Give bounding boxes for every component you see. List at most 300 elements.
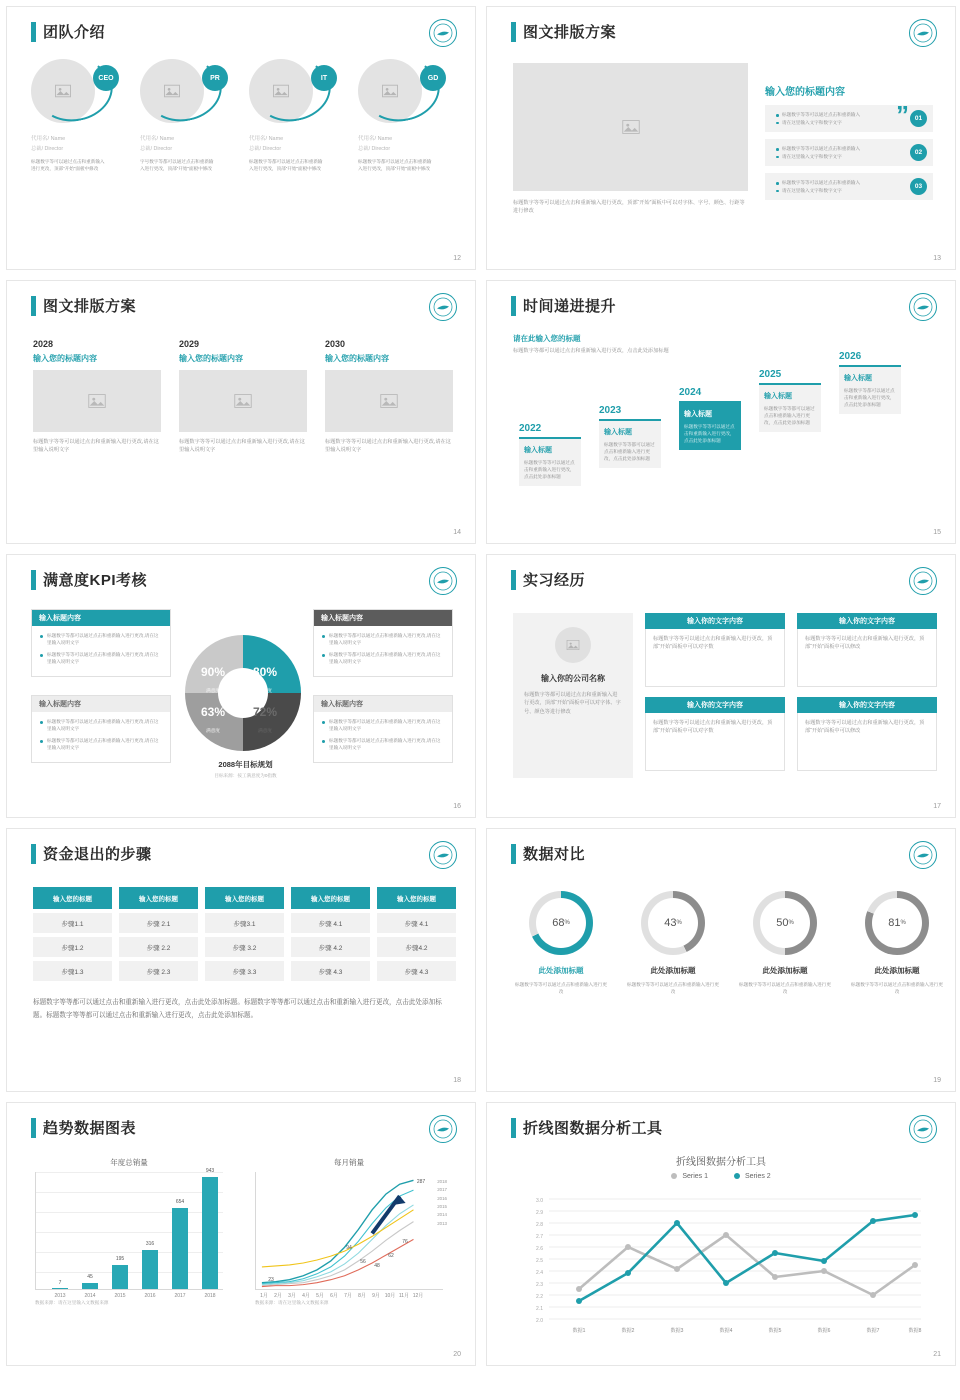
team-member bbox=[249, 59, 345, 172]
page-title bbox=[31, 21, 105, 42]
slide-kpi-satisfaction bbox=[6, 554, 476, 818]
x-tick: 9月 bbox=[372, 1293, 380, 1299]
point-label: 94 bbox=[346, 1245, 352, 1251]
member-role bbox=[31, 144, 127, 152]
member-name-text: 代用名 bbox=[249, 136, 266, 142]
x-tick: 数据2 bbox=[621, 1328, 635, 1334]
legend-entry: 2014 bbox=[437, 1212, 447, 1218]
kpi-line: 标题数字等都可以通过点击和重新输入进行更改,请在这里输入说明文字 bbox=[322, 737, 444, 751]
slide-data-comparison bbox=[486, 828, 956, 1092]
brand-logo-icon bbox=[429, 1115, 457, 1143]
member-name-en: / Name bbox=[47, 136, 66, 142]
ring-desc: 标题数字等等可以通过点击和重新输入进行更改 bbox=[515, 982, 607, 995]
x-tick: 4月 bbox=[302, 1293, 310, 1299]
title-text: 满意度KPI考核 bbox=[43, 572, 148, 589]
member-role-text: 总裁 bbox=[249, 146, 260, 152]
member-role-en: / Director bbox=[150, 146, 173, 152]
x-tick: 11月 bbox=[398, 1293, 410, 1299]
timeline-heading: 输入标题 bbox=[844, 375, 872, 382]
brand-logo-icon bbox=[909, 293, 937, 321]
team-member bbox=[358, 59, 454, 172]
page-title bbox=[31, 843, 152, 864]
brand-logo-icon bbox=[909, 19, 937, 47]
list-line: 标题数字等等可以通过点击和重新输入 bbox=[776, 111, 910, 118]
experience-item bbox=[645, 697, 785, 771]
member-name bbox=[358, 132, 454, 142]
bar bbox=[172, 1208, 188, 1289]
timeline-card bbox=[599, 421, 661, 468]
intro-heading: 请在此输入您的标题 bbox=[513, 334, 581, 343]
legend-entry-series1 bbox=[671, 1173, 708, 1180]
company-card bbox=[513, 613, 633, 778]
x-tick: 2013 bbox=[54, 1293, 66, 1299]
x-axis-labels bbox=[521, 1327, 925, 1339]
member-role-text: 总裁 bbox=[140, 146, 151, 152]
experience-text: 标题数字等等可以通过点击和重新输入进行更改，顶部“开始”面板中可以修改 bbox=[797, 713, 937, 771]
page-number: 21 bbox=[933, 1351, 941, 1358]
page-number: 12 bbox=[453, 255, 461, 262]
member-role-en: / Director bbox=[41, 146, 64, 152]
title-accent-bar bbox=[31, 570, 36, 590]
timeline-year: 2025 bbox=[759, 369, 782, 380]
bar-value: 45 bbox=[87, 1274, 93, 1280]
title-accent-bar bbox=[31, 844, 36, 864]
step-header: 输入您的标题 bbox=[291, 887, 370, 909]
ring-chart-list bbox=[513, 891, 945, 995]
svg-text:2.1: 2.1 bbox=[536, 1306, 543, 1312]
kpi-box bbox=[313, 609, 453, 677]
page-title bbox=[31, 1117, 136, 1138]
page-title bbox=[511, 21, 616, 42]
legend-entry: 2018 bbox=[437, 1179, 447, 1184]
x-tick: 数据5 bbox=[768, 1328, 782, 1334]
chart-source: 数据来源：请在这里输入文数据来源 bbox=[255, 1300, 329, 1305]
line-plot-area bbox=[521, 1195, 925, 1334]
kpi-line: 标题数字等都可以通过点击和重新输入进行更改,请在这里输入说明文字 bbox=[322, 718, 444, 732]
x-tick: 8月 bbox=[358, 1293, 366, 1299]
title-accent-bar bbox=[31, 1118, 36, 1138]
intro-block bbox=[513, 333, 673, 355]
svg-text:2.4: 2.4 bbox=[536, 1270, 543, 1276]
step-cell: 步骤 4.1 bbox=[377, 913, 456, 933]
donut-caption: 满意度 bbox=[206, 728, 220, 733]
slide-image-text-layout bbox=[486, 6, 956, 270]
slide-timeline bbox=[486, 280, 956, 544]
x-tick: 数据6 bbox=[817, 1328, 831, 1334]
ring-item bbox=[849, 891, 945, 995]
company-heading: 输入你的公司名称 bbox=[541, 674, 605, 683]
legend-label: Series 2 bbox=[745, 1173, 771, 1180]
legend-entry: 2013 bbox=[437, 1220, 447, 1226]
item-number: 03 bbox=[910, 178, 927, 195]
svg-text:2.8: 2.8 bbox=[536, 1222, 543, 1228]
slide-team-intro bbox=[6, 6, 476, 270]
item-number: 01 bbox=[910, 110, 927, 127]
title-text: 图文排版方案 bbox=[523, 24, 617, 41]
point-label: 23 bbox=[268, 1277, 274, 1283]
donut-value: 63% bbox=[201, 705, 226, 719]
list-line: 标题数字等等可以通过点击和重新输入 bbox=[776, 145, 910, 152]
column-caption: 标题数字等等可以通过点击和重新输入进行更改,请在这里输入说明文字 bbox=[33, 439, 159, 454]
item-number: 02 bbox=[910, 144, 927, 161]
kpi-box-body bbox=[314, 626, 452, 665]
intro-text: 标题数字等都可以通过点击和重新输入进行更改，点击此处添加标题 bbox=[513, 348, 669, 354]
member-desc: 字号数字等都可以通过点击和重新输入进行更改，顶部“开始”面板中修改 bbox=[140, 159, 214, 172]
bar-value: 195 bbox=[115, 1256, 125, 1262]
kpi-box-header: 输入标题内容 bbox=[314, 610, 452, 626]
ring-desc: 标题数字等等可以通过点击和重新输入进行更改 bbox=[627, 982, 719, 995]
kpi-box-body bbox=[32, 712, 170, 751]
progress-ring bbox=[753, 891, 817, 955]
member-name-text: 代用名 bbox=[31, 136, 48, 142]
legend-entry: 2016 bbox=[437, 1195, 447, 1201]
svg-text:2.6: 2.6 bbox=[536, 1246, 543, 1252]
kpi-line: 标题数字等都可以通过点击和重新输入进行更改,请在这里输入说明文字 bbox=[322, 632, 444, 646]
kpi-box bbox=[31, 609, 171, 677]
list-item bbox=[765, 173, 933, 200]
page-number: 18 bbox=[453, 1077, 461, 1084]
member-name bbox=[249, 132, 345, 142]
step-header: 输入您的标题 bbox=[205, 887, 284, 909]
bar bbox=[82, 1283, 98, 1289]
step-column bbox=[291, 887, 370, 981]
step-cell: 步骤 4.2 bbox=[291, 937, 370, 957]
timeline-text: 标题数字等都可以通过点击和重新输入进行更改，点击此处添加标题 bbox=[844, 388, 895, 408]
page-number: 17 bbox=[933, 803, 941, 810]
step-header: 输入您的标题 bbox=[119, 887, 198, 909]
role-badge: PR bbox=[202, 65, 228, 91]
ring-value bbox=[648, 898, 698, 948]
step-column bbox=[377, 887, 456, 981]
timeline-year: 2023 bbox=[599, 405, 622, 416]
experience-bar: 输入你的文字内容 bbox=[645, 613, 785, 629]
experience-item bbox=[645, 613, 785, 687]
donut-label bbox=[253, 705, 277, 737]
member-name-en: / Name bbox=[374, 136, 393, 142]
x-tick: 2016 bbox=[144, 1293, 156, 1299]
ring-item bbox=[513, 891, 609, 995]
list-item-text bbox=[771, 179, 910, 193]
x-tick: 7月 bbox=[344, 1293, 352, 1299]
team-member bbox=[140, 59, 236, 172]
step-column bbox=[205, 887, 284, 981]
kpi-box-header: 输入标题内容 bbox=[314, 696, 452, 712]
ring-unit: % bbox=[564, 920, 570, 926]
point-label: 62 bbox=[388, 1253, 394, 1259]
team-member bbox=[31, 59, 127, 172]
content-column bbox=[179, 339, 307, 455]
x-tick: 12月 bbox=[412, 1293, 424, 1299]
timeline-year: 2026 bbox=[839, 351, 862, 362]
bar-value: 316 bbox=[145, 1241, 155, 1247]
timeline-heading: 输入标题 bbox=[684, 411, 712, 418]
image-placeholder-icon bbox=[555, 627, 591, 663]
bar-chart bbox=[29, 1157, 229, 1322]
ring-desc: 标题数字等等可以通过点击和重新输入进行更改 bbox=[851, 982, 943, 995]
member-name bbox=[31, 132, 127, 142]
list-item-text bbox=[771, 145, 910, 159]
year-label: 2028 bbox=[33, 339, 54, 349]
timeline-card bbox=[759, 385, 821, 432]
kpi-box-header: 输入标题内容 bbox=[32, 610, 170, 626]
bar bbox=[52, 1288, 68, 1289]
page-number: 19 bbox=[933, 1077, 941, 1084]
year-label: 2029 bbox=[179, 339, 200, 349]
point-label: 76 bbox=[402, 1239, 408, 1245]
kpi-box-header: 输入标题内容 bbox=[32, 696, 170, 712]
timeline-item bbox=[519, 423, 581, 486]
column-heading: 输入您的标题内容 bbox=[179, 354, 243, 363]
experience-bar: 输入你的文字内容 bbox=[797, 613, 937, 629]
x-tick: 2017 bbox=[174, 1293, 186, 1299]
title-text: 实习经历 bbox=[523, 572, 586, 589]
ring-unit: % bbox=[900, 920, 906, 926]
x-tick: 2015 bbox=[114, 1293, 126, 1299]
page-title bbox=[511, 569, 585, 590]
svg-text:2.2: 2.2 bbox=[536, 1294, 543, 1300]
line-legend bbox=[437, 1178, 447, 1228]
timeline-text: 标题数字等等可以通过点击和重新输入进行更改，点击此处添加标题 bbox=[684, 424, 735, 444]
donut-label bbox=[253, 665, 277, 697]
bar-value: 7 bbox=[58, 1280, 62, 1286]
svg-text:2.5: 2.5 bbox=[536, 1258, 543, 1264]
ring-title: 此处添加标题 bbox=[762, 966, 808, 975]
timeline-item bbox=[839, 351, 901, 414]
ring-title: 此处添加标题 bbox=[650, 966, 696, 975]
step-cell: 步骤3.1 bbox=[205, 913, 284, 933]
ring-item bbox=[625, 891, 721, 995]
step-cell: 步骤 3.3 bbox=[205, 961, 284, 981]
timeline-item bbox=[599, 405, 661, 468]
member-name-en: / Name bbox=[156, 136, 175, 142]
experience-text: 标题数字等等可以通过点击和重新输入进行更改，顶部“开始”面板中可以对字数 bbox=[645, 629, 785, 687]
x-tick: 2018 bbox=[204, 1293, 216, 1299]
chart-title: 每月销量 bbox=[334, 1158, 364, 1167]
x-tick: 2014 bbox=[84, 1293, 96, 1299]
list-item bbox=[765, 139, 933, 166]
page-number: 14 bbox=[453, 529, 461, 536]
timeline-year: 2022 bbox=[519, 423, 542, 434]
experience-item bbox=[797, 613, 937, 687]
step-cell: 步骤 2.1 bbox=[119, 913, 198, 933]
member-role-text: 总裁 bbox=[31, 146, 42, 152]
chart-title: 折线图数据分析工具 bbox=[676, 1157, 766, 1168]
kpi-box bbox=[313, 695, 453, 763]
image-placeholder bbox=[325, 370, 453, 432]
chart-title: 年度总销量 bbox=[110, 1158, 148, 1167]
ring-number: 68 bbox=[552, 917, 565, 929]
step-column bbox=[119, 887, 198, 981]
member-name-text: 代用名 bbox=[140, 136, 157, 142]
page-title bbox=[511, 295, 616, 316]
steps-footer-text: 标题数字等等都可以通过点击和重新输入进行更改，点击此处添加标题。标题数字等等都可以通过点击和重新输入进行更改，点击此处添加标题。标题数字等等都可以通过点击和重新输入进行更改，点击此处添加标题。 bbox=[33, 999, 442, 1019]
legend-entry: 2017 bbox=[437, 1187, 447, 1193]
step-cell: 步骤 4.3 bbox=[377, 961, 456, 981]
title-text: 团队介绍 bbox=[43, 24, 106, 41]
member-role bbox=[249, 144, 345, 152]
title-accent-bar bbox=[31, 22, 36, 42]
x-tick: 数据8 bbox=[908, 1328, 922, 1334]
ring-item bbox=[737, 891, 833, 995]
donut-value: 72% bbox=[253, 705, 278, 719]
kpi-line: 标题数字等都可以通过点击和重新输入进行更改,请在这里输入说明文字 bbox=[322, 651, 444, 665]
content-column bbox=[325, 339, 453, 455]
member-desc: 标题数字等都可以通过点击和重新输入进行更改，顶部“开始”面板中修改 bbox=[249, 159, 323, 172]
column-caption: 标题数字等等可以通过点击和重新输入进行更改,请在这里输入说明文字 bbox=[325, 439, 451, 454]
experience-text: 标题数字等等可以通过点击和重新输入进行更改，顶部“开始”面板中可以修改 bbox=[797, 629, 937, 687]
chart-footer bbox=[183, 759, 308, 779]
list-item-text bbox=[771, 111, 910, 125]
step-header: 输入您的标题 bbox=[33, 887, 112, 909]
svg-text:2.3: 2.3 bbox=[536, 1282, 543, 1288]
kpi-box-body bbox=[314, 712, 452, 751]
brand-logo-icon bbox=[909, 567, 937, 595]
point-label: 287 bbox=[416, 1179, 426, 1185]
donut-label bbox=[201, 665, 225, 697]
x-tick: 6月 bbox=[330, 1293, 338, 1299]
title-accent-bar bbox=[31, 296, 36, 316]
timeline-text: 标题数字等等都可以通过点击和重新输入进行更改，点击此处添加标题 bbox=[604, 442, 655, 462]
line-chart bbox=[249, 1157, 449, 1322]
x-tick: 3月 bbox=[288, 1293, 296, 1299]
title-text: 折线图数据分析工具 bbox=[523, 1120, 663, 1137]
ring-number: 81 bbox=[888, 917, 901, 929]
ring-desc: 标题数字等等可以通过点击和重新输入进行更改 bbox=[739, 982, 831, 995]
page-title bbox=[31, 295, 136, 316]
slide-line-chart-tool bbox=[486, 1102, 956, 1366]
column-list bbox=[33, 339, 453, 455]
x-tick: 1月 bbox=[260, 1293, 268, 1299]
slide-internship bbox=[486, 554, 956, 818]
member-name-en: / Name bbox=[265, 136, 284, 142]
list-line: 请在这里输入文字和数字文字 bbox=[776, 187, 910, 194]
timeline-heading: 输入标题 bbox=[604, 429, 632, 436]
svg-text:2.7: 2.7 bbox=[536, 1234, 543, 1240]
image-placeholder bbox=[179, 370, 307, 432]
image-placeholder bbox=[513, 63, 748, 191]
title-accent-bar bbox=[511, 570, 516, 590]
line-plot-area bbox=[255, 1172, 447, 1299]
legend-entry: 2015 bbox=[437, 1204, 447, 1210]
brand-logo-icon bbox=[429, 19, 457, 47]
progress-ring bbox=[641, 891, 705, 955]
brand-logo-icon bbox=[429, 293, 457, 321]
step-cell: 步骤 3.2 bbox=[205, 937, 284, 957]
progress-ring bbox=[529, 891, 593, 955]
content-column bbox=[33, 339, 161, 455]
title-text: 时间递进提升 bbox=[523, 298, 617, 315]
ring-unit: % bbox=[788, 920, 794, 926]
title-text: 数据对比 bbox=[523, 846, 586, 863]
chart-source: 数据来源：请在这里输入文数据来源 bbox=[35, 1300, 109, 1305]
title-accent-bar bbox=[511, 296, 516, 316]
list-line: 请在这里输入文字和数字文字 bbox=[776, 119, 910, 126]
point-label: 56 bbox=[360, 1259, 366, 1265]
step-cell: 步骤1.1 bbox=[33, 913, 112, 933]
section-heading: 输入您的标题内容 bbox=[765, 87, 845, 98]
step-cell: 步骤 2.2 bbox=[119, 937, 198, 957]
step-cell: 步骤 4.1 bbox=[291, 913, 370, 933]
brand-logo-icon bbox=[429, 567, 457, 595]
page-number: 13 bbox=[933, 255, 941, 262]
ring-unit: % bbox=[676, 920, 682, 926]
year-label: 2030 bbox=[325, 339, 346, 349]
title-accent-bar bbox=[511, 844, 516, 864]
svg-text:2.9: 2.9 bbox=[536, 1210, 543, 1216]
step-cell: 步骤 4.3 bbox=[291, 961, 370, 981]
kpi-line: 标题数字等都可以通过点击和重新输入进行更改,请在这里输入说明文字 bbox=[40, 737, 162, 751]
title-accent-bar bbox=[511, 22, 516, 42]
timeline-text: 标题数字等等都可以通过点击和重新输入进行更改，点击此处添加标题 bbox=[764, 406, 815, 426]
title-text: 趋势数据图表 bbox=[43, 1120, 137, 1137]
x-tick: 数据4 bbox=[719, 1328, 733, 1334]
image-caption: 标题数字等等可以通过点击和重新输入进行更改，顶部“开始”面板中可以对字体、字号、颜色、行距等进行修改 bbox=[513, 200, 745, 215]
chart-footer-note: 目标来源：按工满意度为0指数 bbox=[214, 773, 277, 778]
steps-table bbox=[33, 887, 456, 981]
donut-chart bbox=[185, 635, 301, 751]
kpi-line: 标题数字等等可以通过点击和重新输入进行更改,请在这里输入说明文字 bbox=[40, 651, 162, 665]
ring-value bbox=[536, 898, 586, 948]
donut-caption: 满意度 bbox=[206, 688, 220, 693]
member-name-text: 代用名 bbox=[358, 136, 375, 142]
ring-number: 43 bbox=[664, 917, 677, 929]
member-desc: 标题数字等可以通过点击和重新输入进行更改，顶部“开始”面板中修改 bbox=[31, 159, 105, 172]
experience-text: 标题数字等等可以通过点击和重新输入进行更改，顶部“开始”面板中可以对字数 bbox=[645, 713, 785, 771]
x-tick: 数据1 bbox=[572, 1328, 586, 1334]
ring-title: 此处添加标题 bbox=[874, 966, 920, 975]
bar bbox=[202, 1177, 218, 1289]
member-role-en: / Director bbox=[259, 146, 282, 152]
page-number: 16 bbox=[453, 803, 461, 810]
donut-value: 90% bbox=[201, 665, 226, 679]
role-badge: CEO bbox=[93, 65, 119, 91]
slide-fund-exit-steps bbox=[6, 828, 476, 1092]
title-text: 图文排版方案 bbox=[43, 298, 137, 315]
bar bbox=[112, 1265, 128, 1289]
role-badge: GD bbox=[420, 65, 446, 91]
kpi-line: 标题数字等都可以通过点击和重新输入进行更改,请在这里输入说明文字 bbox=[40, 718, 162, 732]
bar-plot-area bbox=[35, 1168, 223, 1299]
timeline-year: 2024 bbox=[679, 387, 702, 398]
bar-value: 654 bbox=[175, 1199, 185, 1205]
role-badge: IT bbox=[311, 65, 337, 91]
page-title bbox=[511, 1117, 663, 1138]
member-desc: 标题数字等都可以通过点击和重新输入进行更改，顶部“开始”面板中修改 bbox=[358, 159, 432, 172]
ring-value bbox=[872, 898, 922, 948]
quote-mark-icon: ” bbox=[896, 100, 909, 130]
svg-text:3.0: 3.0 bbox=[536, 1198, 543, 1204]
bar-value: 943 bbox=[205, 1168, 215, 1174]
image-placeholder bbox=[33, 370, 161, 432]
company-text: 标题数字等都可以通过点击和重新输入进行更改，顶部“开始”面板中可以对字体、字号、颜色等进行修改 bbox=[524, 692, 621, 715]
x-tick: 数据7 bbox=[866, 1328, 880, 1334]
title-accent-bar bbox=[511, 1118, 516, 1138]
donut-value: 80% bbox=[253, 665, 278, 679]
x-tick: 数据3 bbox=[670, 1328, 684, 1334]
point-label: 48 bbox=[374, 1263, 380, 1269]
slide-trend-charts bbox=[6, 1102, 476, 1366]
team-list bbox=[31, 59, 454, 172]
timeline-heading: 输入标题 bbox=[764, 393, 792, 400]
timeline-heading: 输入标题 bbox=[524, 447, 552, 454]
step-header: 输入您的标题 bbox=[377, 887, 456, 909]
kpi-box bbox=[31, 695, 171, 763]
step-cell: 步骤1.2 bbox=[33, 937, 112, 957]
list-line: 标题数字等等可以通过点击和重新输入 bbox=[776, 179, 910, 186]
chart-legend bbox=[487, 1173, 955, 1180]
ring-value bbox=[760, 898, 810, 948]
timeline-item-highlighted bbox=[679, 387, 741, 450]
